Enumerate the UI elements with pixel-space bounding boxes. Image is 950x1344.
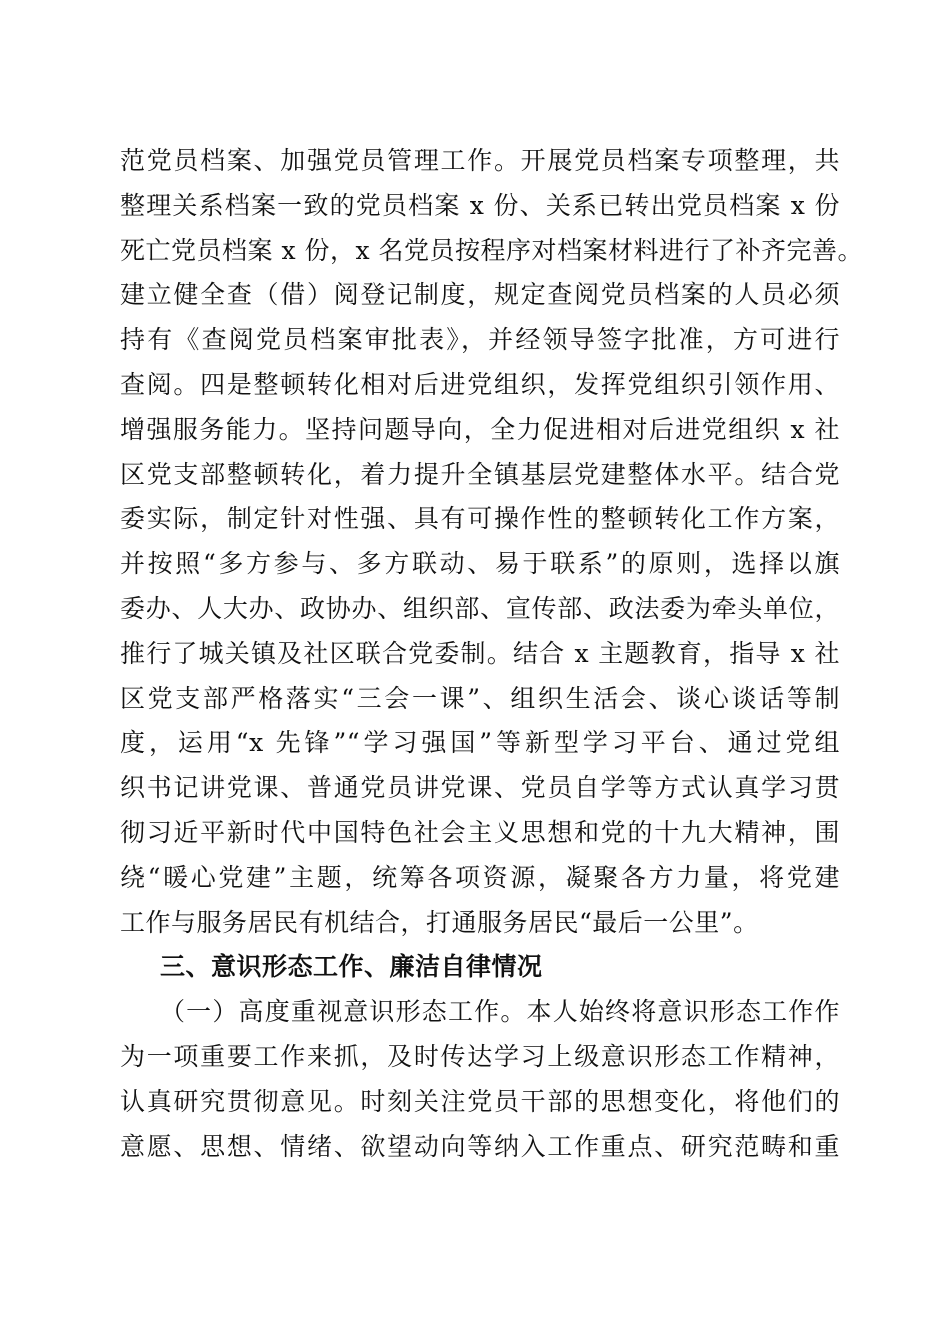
- text-line: 区党支部严格落实“三会一课”、组织生活会、谈心谈话等制: [120, 683, 840, 713]
- body-text: [120, 139, 864, 1169]
- text-line-paragraph-end: 工作与服务居民有机结合，打通服务居民“最后一公里”。: [120, 907, 759, 937]
- text-line: 绕“暖心党建”主题，统筹各项资源，凝聚各方力量，将党建: [120, 862, 840, 892]
- text-line: 意愿、思想、情绪、欲望动向等纳入工作重点、研究范畴和重: [120, 1131, 840, 1161]
- section-heading: 三、意识形态工作、廉洁自律情况: [160, 952, 543, 982]
- text-line: 并按照“多方参与、多方联动、易于联系”的原则，选择以旗: [120, 549, 840, 579]
- text-line: 查阅。四是整顿转化相对后进党组织，发挥党组织引领作用、: [120, 369, 840, 399]
- text-line: 区党支部整顿转化，着力提升全镇基层党建整体水平。结合党: [120, 459, 840, 489]
- subsection-first-line: （一）高度重视意识形态工作。本人始终将意识形态工作作: [160, 997, 840, 1027]
- text-line: 度，运用“x 先锋”“学习强国”等新型学习平台、通过党组: [120, 728, 840, 758]
- text-line: 认真研究贯彻意见。时刻关注党员干部的思想变化，将他们的: [120, 1086, 840, 1116]
- text-line: 范党员档案、加强党员管理工作。开展党员档案专项整理，共: [120, 146, 840, 175]
- text-line: 持有《查阅党员档案审批表》，并经领导签字批准，方可进行: [120, 325, 840, 355]
- text-line: 彻习近平新时代中国特色社会主义思想和党的十九大精神，围: [120, 817, 840, 847]
- text-line: 建立健全查（借）阅登记制度，规定查阅党员档案的人员必须: [120, 280, 840, 310]
- text-line: 增强服务能力。坚持问题导向，全力促进相对后进党组织 x 社: [120, 414, 840, 444]
- text-line: 委办、人大办、政协办、组织部、宣传部、政法委为牵头单位，: [120, 593, 840, 623]
- text-line: 推行了城关镇及社区联合党委制。结合 x 主题教育，指导 x 社: [120, 638, 840, 668]
- text-line: 死亡党员档案 x 份，x 名党员按程序对档案材料进行了补齐完善。: [120, 235, 864, 265]
- text-line: 整理关系档案一致的党员档案 x 份、关系已转出党员档案 x 份: [120, 190, 840, 220]
- text-line: 委实际，制定针对性强、具有可操作性的整顿转化工作方案，: [120, 504, 840, 534]
- text-line: 织书记讲党课、普通党员讲党课、党员自学等方式认真学习贯: [120, 773, 840, 803]
- text-line: 为一项重要工作来抓，及时传达学习上级意识形态工作精神，: [120, 1041, 840, 1071]
